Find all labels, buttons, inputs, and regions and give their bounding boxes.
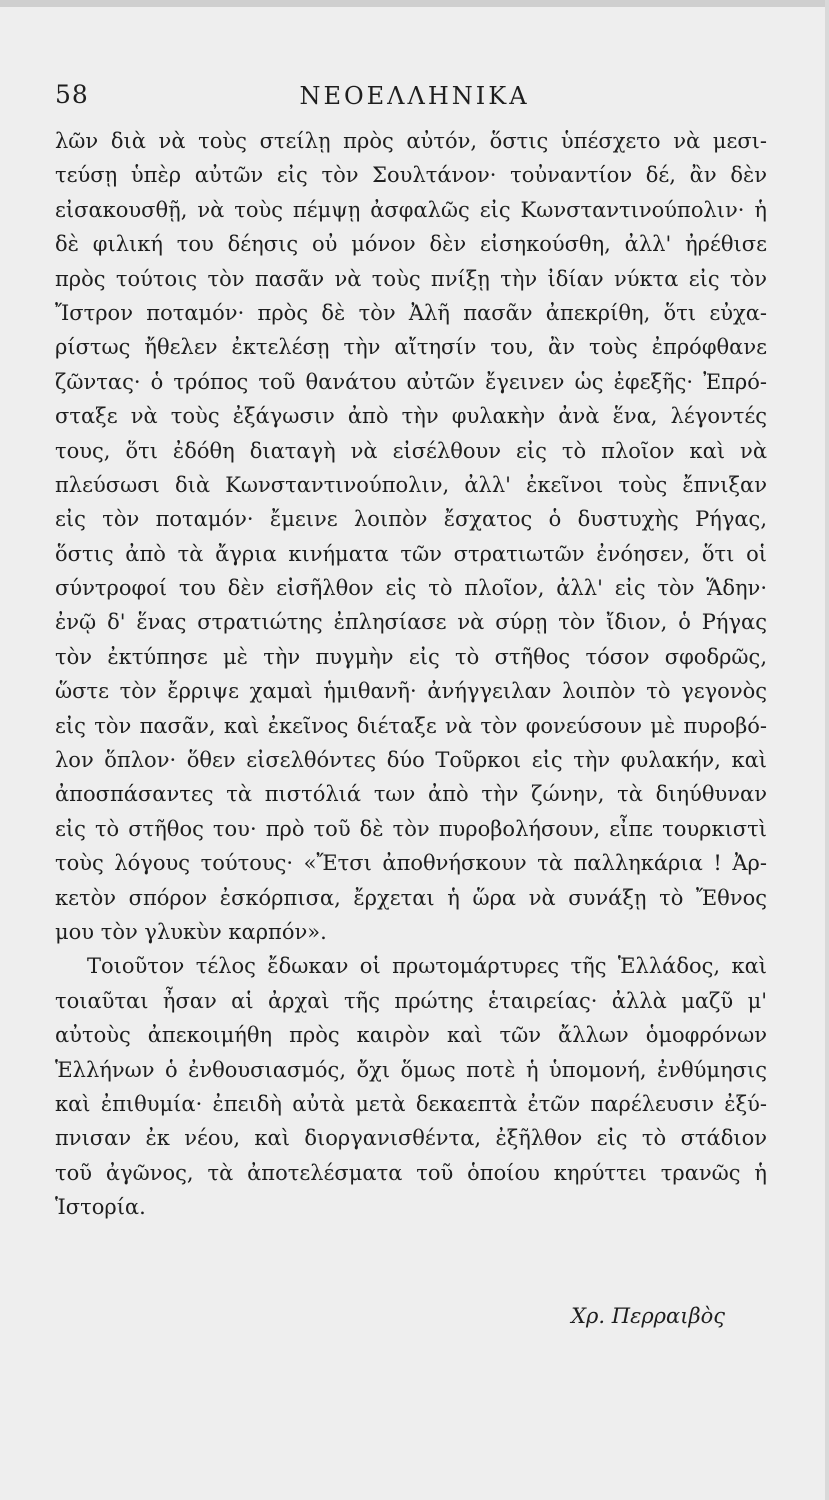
text-line: δὲ φιλική του δέησις οὐ μόνον δὲν εἰσηκούσθη, ἀλλ' ἠρέθισε [55,232,767,257]
text-line: εἰς τὸν πασᾶν, καὶ ἐκεῖνος διέταξε νὰ τὸν φονεύσουν μὲ πυροβό- [55,713,767,738]
text-line: καὶ ἐπιθυμία· ἐπειδὴ αὐτὰ μετὰ δεκαεπτὰ ἐτῶν παρέλευσιν ἐξύ- [55,1091,767,1116]
author-signature: Χρ. Περραιβὸς [571,1304,725,1328]
text-line: ἀποσπάσαντες τὰ πιστόλιά των ἀπὸ τὴν ζώνην, τὰ διηύθυναν [55,782,767,807]
text-line: κετὸν σπόρον ἐσκόρπισα, ἔρχεται ἡ ὥρα νὰ συνάξῃ τὸ Ἔθνος [55,885,767,910]
text-line: Ἱστορία. [55,1195,146,1220]
text-line: αὐτοὺς ἀπεκοιμήθη πρὸς καιρὸν καὶ τῶν ἄλλων ὁμοφρόνων [55,1023,767,1048]
text-line: σύντροφοί του δὲν εἰσῆλθον εἰς τὸ πλοῖον, ἀλλ' εἰς τὸν Ἅδην· [55,576,767,601]
text-line: λῶν διὰ νὰ τοὺς στείλῃ πρὸς αὐτόν, ὅστις ὑπέσχετο νὰ μεσι- [55,129,767,153]
body-text [55,124,767,1225]
paragraph-1 [55,124,767,949]
text-line: εἰς τὸ στῆθος του· πρὸ τοῦ δὲ τὸν πυροβολήσουν, εἶπε τουρκιστὶ [55,816,767,841]
text-line: εἰσακουσθῇ, νὰ τοὺς πέμψῃ ἀσφαλῶς εἰς Κωνσταντινούπολιν· ἡ [55,197,767,222]
text-line: ἐνῷ δ' ἕνας στρατιώτης ἐπλησίασε νὰ σύρῃ τὸν ἴδιον, ὁ Ρήγας [55,610,767,635]
text-line: εἰς τὸν ποταμόν· ἔμεινε λοιπὸν ἔσχατος ὁ δυστυχὴς Ρήγας, [55,507,767,532]
text-line: σταξε νὰ τοὺς ἐξάγωσιν ἀπὸ τὴν φυλακὴν ἀνὰ ἕνα, λέγοντές [55,404,767,429]
text-line: τεύσῃ ὑπὲρ αὐτῶν εἰς τὸν Σουλτάνον· τοὐναντίον δέ, ἂν δὲν [55,163,767,188]
text-line: ὥστε τὸν ἔρριψε χαμαὶ ἡμιθανῆ· ἀνήγγειλαν λοιπὸν τὸ γεγονὸς [55,679,767,704]
text-line: Ἑλλήνων ὁ ἐνθουσιασμός, ὄχι ὅμως ποτὲ ἡ ὑπομονή, ἐνθύμησις [55,1057,767,1082]
text-line: τὸν ἐκτύπησε μὲ τὴν πυγμὴν εἰς τὸ στῆθος τόσον σφοδρῶς, [55,644,767,669]
text-line: πλεύσωσι διὰ Κωνσταντινούπολιν, ἀλλ' ἐκεῖνοι τοὺς ἔπνιξαν [55,472,767,497]
text-line: πρὸς τούτοις τὸν πασᾶν νὰ τοὺς πνίξῃ τὴν ἰδίαν νύκτα εἰς τὸν [55,266,767,291]
paragraph-2 [55,949,767,1224]
page-number: 58 [55,80,89,109]
text-line: ὅστις ἀπὸ τὰ ἄγρια κινήματα τῶν στρατιωτῶν ἐνόησεν, ὅτι οἱ [55,541,767,566]
text-line: μου τὸν γλυκὺν καρπόν». [55,919,327,944]
text-line: Τοιοῦτον τέλος ἔδωκαν οἱ πρωτομάρτυρες τῆς Ἑλλάδος, καὶ [87,954,767,979]
text-line: τοὺς λόγους τούτους· «Ἔτσι ἀποθνήσκουν τὰ παλληκάρια ! Ἀρ- [55,851,767,876]
text-line: πνισαν ἐκ νέου, καὶ διοργανισθέντα, ἐξῆλθον εἰς τὸ στάδιον [55,1126,767,1151]
text-line: Ἴστρον ποταμόν· πρὸς δὲ τὸν Ἀλῆ πασᾶν ἀπεκρίθη, ὅτι εὐχα- [55,300,767,325]
text-line: ρίστως ἤθελεν ἐκτελέσῃ τὴν αἴτησίν του, ἂν τοὺς ἐπρόφθανε [55,335,767,360]
text-line: τους, ὅτι ἐδόθη διαταγὴ νὰ εἰσέλθουν εἰς τὸ πλοῖον καὶ νὰ [55,438,767,463]
text-line: ζῶντας· ὁ τρόπος τοῦ θανάτου αὐτῶν ἔγεινεν ὡς ἐφεξῆς· Ἐπρό- [55,369,767,394]
text-line: λον ὅπλον· ὅθεν εἰσελθόντες δύο Τοῦρκοι εἰς τὴν φυλακήν, καὶ [55,748,767,773]
running-head: ΝΕΟΕΛΛΗΝΙΚΑ [299,82,530,110]
text-line: τοιαῦται ἦσαν αἱ ἀρχαὶ τῆς πρώτης ἑταιρείας· ἀλλὰ μαζῦ μ' [55,988,767,1013]
text-line: τοῦ ἀγῶνος, τὰ ἀποτελέσματα τοῦ ὁποίου κηρύττει τρανῶς ἡ [55,1160,767,1185]
